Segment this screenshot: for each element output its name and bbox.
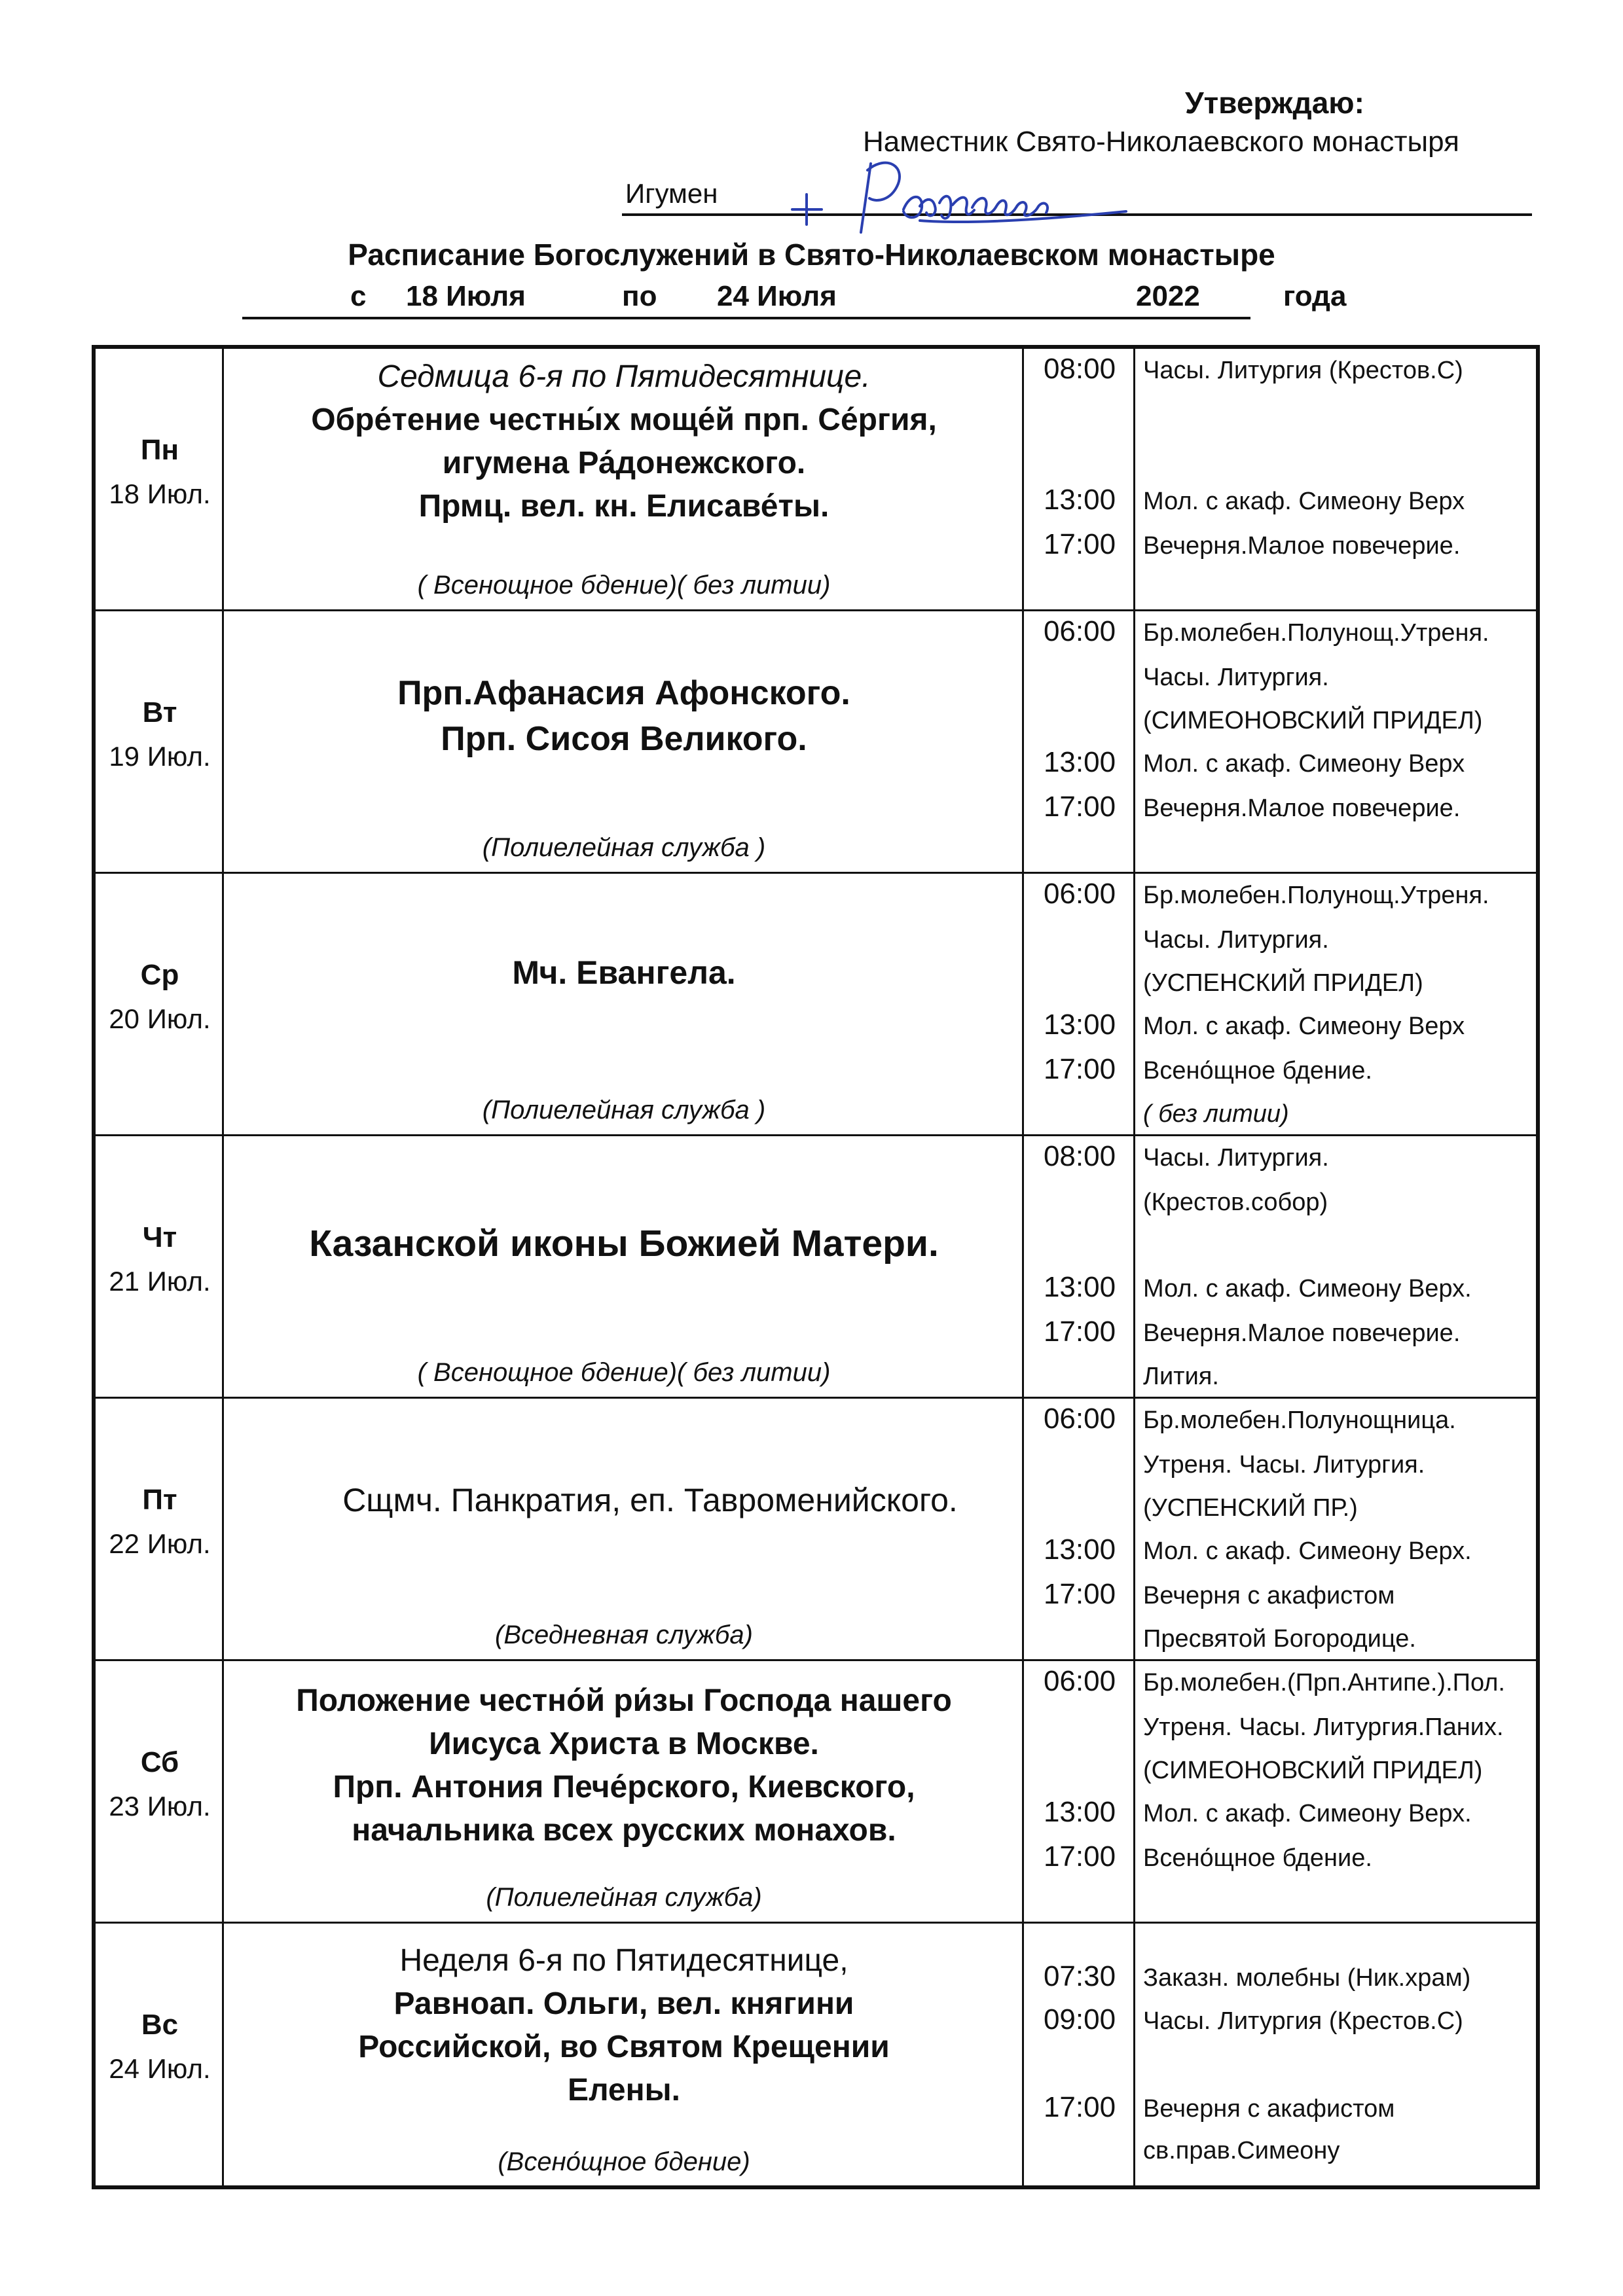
day-row-wednesday (96, 874, 1536, 1136)
service-line: Заказн. молебны (Ник.храм) (1143, 1964, 1471, 1992)
day-abbr: Вс (141, 2009, 179, 2041)
service-time: 08:00 (1043, 353, 1116, 385)
service-type: (Полиелейная служба ) (482, 833, 766, 862)
service-time: 06:00 (1043, 1665, 1116, 1697)
signature (773, 147, 1139, 245)
period-from-word: с (350, 280, 367, 312)
time-cell (1024, 611, 1135, 872)
day-row-thursday (96, 1136, 1536, 1399)
feast-cell (224, 874, 1024, 1134)
feast-line: Обре́тение честны́х моще́й прп. Се́ргия, (311, 403, 937, 437)
service-line: Мол. с акаф. Симеону Верх. (1143, 1275, 1472, 1302)
service-type: (Полиелейная служба) (486, 1883, 762, 1912)
feast-text (224, 952, 1024, 993)
feast-text (224, 670, 1024, 762)
service-time: 13:00 (1043, 1534, 1116, 1566)
feast-cell (224, 1661, 1024, 1922)
service-time: 17:00 (1043, 1316, 1116, 1348)
feast-line: Елены. (568, 2073, 680, 2108)
feast-line: Сщмч. Панкратия, еп. Тавроменийского. (342, 1482, 958, 1518)
service-time: 17:00 (1043, 2091, 1116, 2123)
day-cell (96, 874, 224, 1134)
service-line: Мол. с акаф. Симеону Верх. (1143, 1537, 1472, 1565)
service-line: Мол. с акаф. Симеону Верх. (1143, 1800, 1472, 1827)
service-time: 17:00 (1043, 1053, 1116, 1085)
service-time: 13:00 (1043, 484, 1116, 516)
service-line: Бр.молебен.Полунощ.Утреня. (1143, 882, 1489, 909)
period-to-date: 24 Июля (717, 280, 837, 312)
service-line: Вечерня.Малое повечерие. (1143, 1319, 1461, 1347)
service-line: Вечерня.Малое повечерие. (1143, 795, 1461, 822)
service-line: Вечерня с акафистом (1143, 1582, 1395, 1609)
service-line: Утреня. Часы. Литургия.Паних. (1143, 1713, 1504, 1741)
service-time: 06:00 (1043, 615, 1116, 647)
service-time: 17:00 (1043, 1578, 1116, 1610)
day-row-tuesday (96, 611, 1536, 874)
service-line: Бр.молебен.(Прп.Антипе.).Пол. (1143, 1669, 1505, 1696)
service-line: Бр.молебен.Полунощница. (1143, 1407, 1456, 1434)
abbot-label: Игумен (625, 178, 718, 209)
day-row-friday (96, 1399, 1536, 1661)
service-line: (СИМЕОНОВСКИЙ ПРИДЕЛ) (1143, 1757, 1483, 1784)
feast-line: игумена Ра́донежского. (442, 446, 806, 480)
day-cell (96, 611, 224, 872)
period-to-word: по (622, 280, 657, 312)
feast-line: Прмц. вел. кн. Елисаве́ты. (418, 489, 830, 524)
service-line: Всено́щное бдение. (1143, 1844, 1372, 1872)
service-line: (Крестов.собор) (1143, 1189, 1328, 1216)
service-type: ( Всенощное бдение)( без литии) (417, 571, 831, 600)
time-cell (1024, 874, 1135, 1134)
services-cell (1135, 1661, 1536, 1922)
service-type: (Всено́щное бдение) (498, 2147, 750, 2176)
service-time: 13:00 (1043, 1009, 1116, 1041)
service-line: Часы. Литургия (Крестов.С) (1143, 2007, 1463, 2035)
service-line: Часы. Литургия (Крестов.С) (1143, 357, 1463, 384)
services-cell (1135, 1399, 1536, 1659)
service-line: Часы. Литургия. (1143, 1144, 1329, 1172)
time-cell (1024, 349, 1135, 609)
service-line: (СИМЕОНОВСКИЙ ПРИДЕЛ) (1143, 707, 1483, 734)
approve-heading: Утверждаю: (1185, 86, 1364, 120)
service-line: Мол. с акаф. Симеону Верх (1143, 1013, 1465, 1040)
day-row-monday (96, 349, 1536, 611)
day-date: 22 Июл. (109, 1528, 211, 1559)
service-time: 17:00 (1043, 1840, 1116, 1873)
day-row-saturday (96, 1661, 1536, 1924)
day-date: 19 Июл. (109, 741, 211, 772)
day-date: 20 Июл. (109, 1003, 211, 1034)
service-time: 09:00 (1043, 2003, 1116, 2036)
feast-cell (224, 349, 1024, 609)
deputy-title: Наместник Свято-Николаевского монастыря (863, 126, 1459, 158)
service-line: Всено́щное бдение. (1143, 1057, 1372, 1085)
feast-line: Равноап. Ольги, вел. княгини (393, 1986, 854, 2021)
services-cell (1135, 1136, 1536, 1397)
day-date: 21 Июл. (109, 1266, 211, 1297)
service-line: св.прав.Симеону (1143, 2137, 1340, 2164)
service-time: 17:00 (1043, 791, 1116, 823)
day-date: 23 Июл. (109, 1791, 211, 1821)
feast-line: Российской, во Святом Крещении (358, 2030, 890, 2064)
service-line: Часы. Литургия. (1143, 926, 1329, 954)
feast-line: Казанской иконы Божией Матери. (309, 1223, 939, 1265)
feast-line: Мч. Евангела. (512, 954, 736, 991)
service-line: Бр.молебен.Полунощ.Утреня. (1143, 619, 1489, 647)
service-time: 13:00 (1043, 1796, 1116, 1828)
feast-cell (224, 1924, 1024, 2186)
service-time: 07:30 (1043, 1960, 1116, 1992)
feast-line: Положение честно́й ри́зы Господа нашего (296, 1683, 952, 1718)
time-cell (1024, 1399, 1135, 1659)
services-cell (1135, 349, 1536, 609)
service-line: ( без литии) (1143, 1100, 1289, 1128)
service-type: ( Всенощное бдение)( без литии) (417, 1358, 831, 1387)
feast-text (224, 1939, 1024, 2112)
service-line: Часы. Литургия. (1143, 664, 1329, 691)
service-line: Вечерня.Малое повечерие. (1143, 532, 1461, 560)
feast-line: Неделя 6-я по Пятидесятнице, (399, 1943, 848, 1978)
period-year-word: года (1283, 280, 1347, 312)
feast-cell (224, 1136, 1024, 1397)
service-type: (Полиелейная служба ) (482, 1096, 766, 1124)
feast-line: начальника всех русских монахов. (352, 1813, 896, 1848)
day-abbr: Пн (140, 434, 179, 466)
feast-line: Прп. Сисоя Великого. (441, 720, 807, 758)
period-from-date: 18 Июля (406, 280, 526, 312)
day-row-sunday (96, 1924, 1536, 2186)
day-cell (96, 1661, 224, 1922)
feast-text (224, 1480, 1024, 1520)
service-time: 06:00 (1043, 1403, 1116, 1435)
service-line: Мол. с акаф. Симеону Верх (1143, 750, 1465, 778)
day-cell (96, 349, 224, 609)
day-date: 18 Июл. (109, 478, 211, 509)
service-time: 17:00 (1043, 528, 1116, 560)
time-cell (1024, 1661, 1135, 1922)
feast-line: Прп.Афанасия Афонского. (397, 674, 850, 712)
service-time: 13:00 (1043, 746, 1116, 778)
feast-cell (224, 1399, 1024, 1659)
service-time: 06:00 (1043, 878, 1116, 910)
day-abbr: Чт (142, 1221, 177, 1253)
service-line: Мол. с акаф. Симеону Верх (1143, 488, 1465, 515)
day-cell (96, 1136, 224, 1397)
time-cell (1024, 1924, 1135, 2186)
day-abbr: Ср (140, 959, 179, 991)
service-line: Лития. (1143, 1363, 1219, 1390)
feast-line: Седмица 6-я по Пятидесятнице. (377, 359, 871, 394)
day-abbr: Пт (142, 1484, 177, 1516)
feast-cell (224, 611, 1024, 872)
feast-text (224, 355, 1024, 528)
day-cell (96, 1399, 224, 1659)
service-line: Утреня. Часы. Литургия. (1143, 1451, 1425, 1479)
feast-line: Прп. Антония Пече́рского, Киевского, (333, 1770, 915, 1804)
day-date: 24 Июл. (109, 2053, 211, 2084)
service-time: 13:00 (1043, 1271, 1116, 1303)
service-line: (УСПЕНСКИЙ ПР.) (1143, 1494, 1358, 1522)
day-abbr: Вт (142, 696, 177, 728)
time-cell (1024, 1136, 1135, 1397)
service-line: Вечерня с акафистом (1143, 2095, 1395, 2123)
service-line: Пресвятой Богородице. (1143, 1625, 1416, 1653)
services-cell (1135, 611, 1536, 872)
feast-text (224, 1679, 1024, 1852)
feast-text (224, 1219, 1024, 1268)
services-cell (1135, 874, 1536, 1134)
service-type: (Вседневная служба) (495, 1621, 753, 1649)
period-year: 2022 (1136, 280, 1200, 312)
feast-line: Иисуса Христа в Москве. (429, 1727, 819, 1761)
service-line: (УСПЕНСКИЙ ПРИДЕЛ) (1143, 969, 1423, 997)
services-cell (1135, 1924, 1536, 2186)
day-cell (96, 1924, 224, 2186)
service-time: 08:00 (1043, 1140, 1116, 1172)
period-underline (242, 317, 1250, 319)
schedule-table (92, 345, 1540, 2189)
day-abbr: Сб (140, 1746, 179, 1778)
document-title: Расписание Богослужений в Свято-Николаевском монастыре (348, 238, 1275, 272)
